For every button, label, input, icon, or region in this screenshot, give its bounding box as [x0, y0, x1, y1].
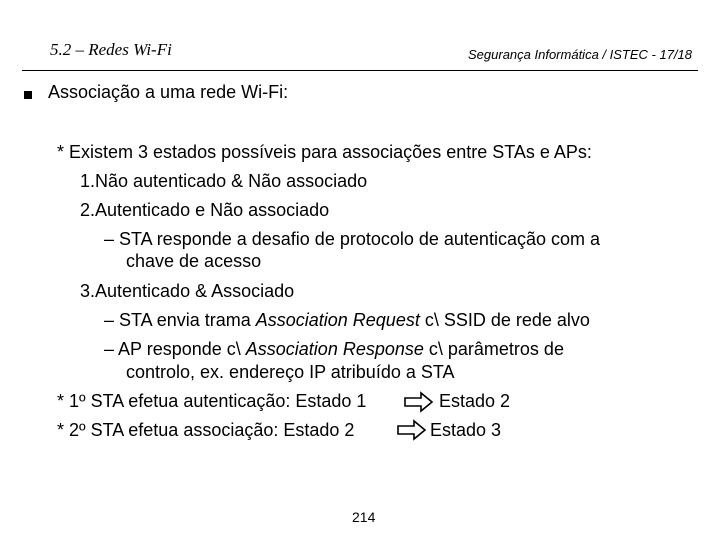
state-3-detail-line-2: [104, 338, 564, 360]
state-3-detail-line-3: controlo, ex. endereço IP atribuído a STA: [126, 362, 455, 382]
state-2-line: 2.Autenticado e Não associado: [80, 200, 330, 220]
state-2-detail-line-2: chave de acesso: [126, 251, 262, 271]
state-3-detail-2-prefix: – AP responde c\: [104, 339, 246, 359]
state-1-line: 1.Não autenticado & Não associado: [80, 171, 368, 191]
step-1-text: * 1º STA efetua autenticação: Estado 1: [57, 391, 367, 411]
state-3-line: 3.Autenticado & Associado: [80, 281, 295, 301]
step-2-text: * 2º STA efetua associação: Estado 2: [57, 420, 355, 440]
step-1-result: Estado 2: [439, 391, 511, 411]
state-3-detail-1-prefix: – STA envia trama: [104, 310, 256, 330]
intro-line: * Existem 3 estados possíveis para associações entre STAs e APs:: [57, 142, 592, 162]
step-2-result: Estado 3: [430, 420, 502, 440]
state-2-detail-line-1: – STA responde a desafio de protocolo de autenticação com a: [104, 229, 600, 249]
state-3-detail-line-1: [104, 309, 590, 331]
slide-heading: Associação a uma rede Wi-Fi:: [48, 82, 289, 102]
right-arrow-icon: [397, 419, 427, 441]
state-3-detail-1-suffix: c\ SSID de rede alvo: [419, 310, 590, 330]
header-rule: [22, 70, 698, 71]
square-bullet-icon: [24, 91, 32, 99]
right-arrow-icon: [404, 391, 434, 413]
association-request-term: Association Request: [255, 310, 420, 330]
page-number: 214: [352, 509, 376, 525]
header-section-title: 5.2 – Redes Wi-Fi: [50, 40, 172, 59]
header-course-info: Segurança Informática / ISTEC - 17/18: [468, 47, 692, 62]
association-response-term: Association Response: [245, 339, 424, 359]
state-3-detail-2-suffix: c\ parâmetros de: [423, 339, 564, 359]
